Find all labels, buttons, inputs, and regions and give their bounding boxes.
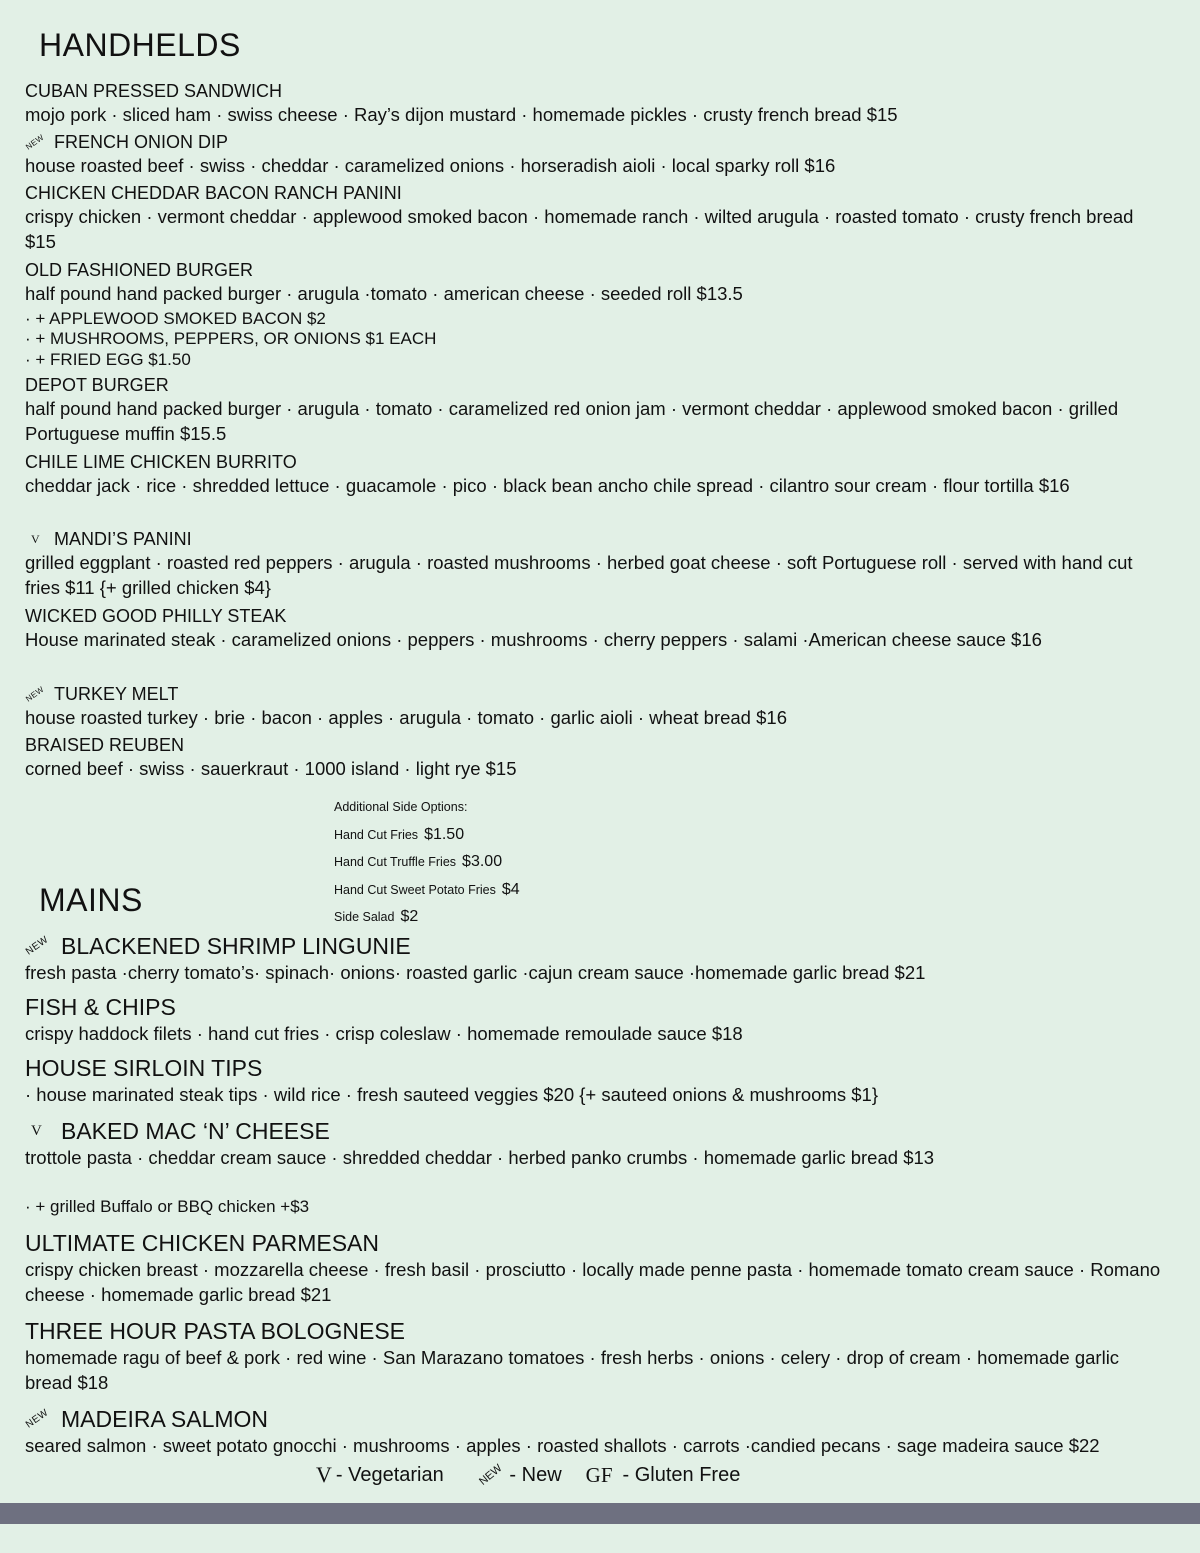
menu-item-madeira-salmon: [25, 1405, 1165, 1459]
item-name: THREE HOUR PASTA BOLOGNESE: [25, 1318, 406, 1344]
item-description: crispy chicken · vermont cheddar · applewood smoked bacon · homemade ranch · wilted arugula · roasted tomato · crusty french bread $15: [25, 206, 1134, 252]
item-name: MANDI’S PANINI: [54, 529, 192, 549]
menu-item-turkey-melt: [25, 683, 1165, 731]
side-option: [334, 824, 520, 852]
menu-item-pasta-bolognese: [25, 1317, 1165, 1395]
item-description: trottole pasta · cheddar cream sauce · shredded cheddar · herbed panko crumbs · homemade garlic bread $13: [25, 1147, 935, 1168]
side-options: [334, 796, 520, 934]
vegetarian-icon: V: [316, 1462, 332, 1487]
item-description: grilled eggplant · roasted red peppers · arugula · roasted mushrooms · herbed goat cheese · soft Portuguese roll · served with hand cut fries $11 {+ grilled chicken $4}: [25, 552, 1133, 598]
item-name: BAKED MAC ‘N’ CHEESE: [61, 1118, 330, 1144]
menu-item-old-fashioned-burger: [25, 259, 1165, 307]
item-description: · house marinated steak tips · wild rice · fresh sauteed veggies $20 {+ sauteed onions & mushrooms $1}: [25, 1084, 879, 1105]
item-name: OLD FASHIONED BURGER: [25, 260, 254, 280]
menu-item-philly-steak: [25, 605, 1165, 653]
menu-item-chicken-panini: [25, 182, 1165, 254]
legend-vegetarian-label: - Vegetarian: [335, 1463, 444, 1486]
menu-item-braised-reuben: [25, 734, 1165, 782]
section-title-mains: MAINS: [39, 882, 143, 918]
side-option: [334, 906, 520, 934]
menu-item-mandis-panini: [25, 528, 1165, 600]
menu-item-depot-burger: [25, 374, 1165, 446]
item-description: house roasted turkey · brie · bacon · apples · arugula · tomato · garlic aioli · wheat bread $16: [25, 707, 787, 728]
new-badge-icon: NEW: [23, 934, 51, 958]
new-badge-icon: NEW: [23, 1407, 51, 1431]
side-option: [334, 851, 520, 879]
item-description: half pound hand packed burger · arugula · tomato · caramelized red onion jam · vermont cheddar · applewood smoked bacon · grilled Portuguese muffin $15.5: [25, 398, 1119, 444]
gluten-free-icon: GF: [585, 1462, 613, 1487]
item-name: DEPOT BURGER: [25, 375, 169, 395]
item-name: FISH & CHIPS: [25, 994, 176, 1020]
item-description: seared salmon · sweet potato gnocchi · mushrooms · apples · roasted shallots · carrots ·candied pecans · sage madeira sauce $22: [25, 1435, 1100, 1456]
addon-mushrooms: · + MUSHROOMS, PEPPERS, OR ONIONS $1 EACH: [25, 329, 437, 348]
vegetarian-icon: V: [31, 1123, 42, 1139]
section-title-handhelds: HANDHELDS: [39, 27, 241, 63]
item-description: homemade ragu of beef & pork · red wine · San Marazano tomatoes · fresh herbs · onions · celery · drop of cream · homemade garlic bread $18: [25, 1347, 1120, 1393]
side-name: Hand Cut Sweet Potato Fries: [334, 882, 496, 897]
side-name: Hand Cut Truffle Fries: [334, 855, 457, 869]
legend-gluten-free-label: - Gluten Free: [622, 1463, 741, 1486]
side-name: Side Salad: [334, 910, 395, 924]
item-name: BLACKENED SHRIMP LINGUNIE: [61, 933, 411, 959]
new-badge-icon: NEW: [476, 1462, 505, 1488]
addon-grilled-chicken: · + grilled Buffalo or BBQ chicken +$3: [25, 1197, 310, 1216]
addon-bacon: · + APPLEWOOD SMOKED BACON $2: [25, 309, 326, 328]
menu-item-fish-and-chips: [25, 993, 1165, 1047]
item-description: cheddar jack · rice · shredded lettuce · guacamole · pico · black bean ancho chile spread · cilantro sour cream · flour tortilla $16: [25, 475, 1070, 496]
item-name: MADEIRA SALMON: [61, 1406, 269, 1432]
side-price: $2: [400, 908, 419, 925]
legend: [316, 1462, 740, 1488]
menu-item-french-onion-dip: [25, 131, 1165, 179]
item-name: BRAISED REUBEN: [25, 735, 185, 755]
footer-bar: [0, 1503, 1200, 1524]
side-name: Hand Cut Fries: [334, 827, 419, 842]
item-description: House marinated steak · caramelized onions · peppers · mushrooms · cherry peppers · salami ·American cheese sauce $16: [25, 629, 1042, 650]
item-name: TURKEY MELT: [54, 684, 179, 704]
item-name: CHILE LIME CHICKEN BURRITO: [25, 452, 297, 472]
new-badge-icon: NEW: [24, 132, 46, 152]
item-name: CUBAN PRESSED SANDWICH: [25, 81, 283, 101]
vegetarian-icon: V: [31, 532, 40, 546]
menu-item-shrimp-linguine: [25, 932, 1165, 986]
side-price: $4: [501, 880, 520, 898]
addon-fried-egg: · + FRIED EGG $1.50: [25, 350, 191, 369]
menu-item-chicken-parmesan: [25, 1229, 1165, 1307]
item-name: ULTIMATE CHICKEN PARMESAN: [25, 1230, 379, 1256]
side-price: $1.50: [424, 825, 465, 843]
menu-item-chicken-burrito: [25, 451, 1165, 499]
menu-item-mac-and-cheese: [25, 1117, 1165, 1171]
item-description: house roasted beef · swiss · cheddar · caramelized onions · horseradish aioli · local sparky roll $16: [25, 155, 836, 176]
item-name: FRENCH ONION DIP: [54, 132, 229, 152]
menu-item-sirloin-tips: [25, 1054, 1165, 1108]
side-options-title: Additional Side Options:: [334, 800, 468, 814]
item-description: crispy chicken breast · mozzarella cheese · fresh basil · prosciutto · locally made penne pasta · homemade tomato cream sauce · Romano cheese · homemade garlic bread $21: [25, 1259, 1161, 1305]
legend-new-label: - New: [509, 1463, 562, 1486]
item-description: corned beef · swiss · sauerkraut · 1000 island · light rye $15: [25, 758, 517, 779]
item-description: half pound hand packed burger · arugula ·tomato · american cheese · seeded roll $13.5: [25, 283, 743, 304]
side-price: $3.00: [462, 853, 503, 870]
item-name: CHICKEN CHEDDAR BACON RANCH PANINI: [25, 183, 402, 203]
item-description: fresh pasta ·cherry tomato’s· spinach· onions· roasted garlic ·cajun cream sauce ·homemade garlic bread $21: [25, 962, 926, 983]
item-description: mojo pork · sliced ham · swiss cheese · Ray’s dijon mustard · homemade pickles · crusty french bread $15: [25, 104, 898, 125]
item-name: HOUSE SIRLOIN TIPS: [25, 1055, 263, 1081]
item-description: crispy haddock filets · hand cut fries · crisp coleslaw · homemade remoulade sauce $18: [25, 1023, 743, 1044]
side-option: [334, 879, 520, 907]
new-badge-icon: NEW: [24, 684, 46, 704]
menu-item-cuban-sandwich: [25, 80, 1165, 128]
item-name: WICKED GOOD PHILLY STEAK: [25, 606, 287, 626]
